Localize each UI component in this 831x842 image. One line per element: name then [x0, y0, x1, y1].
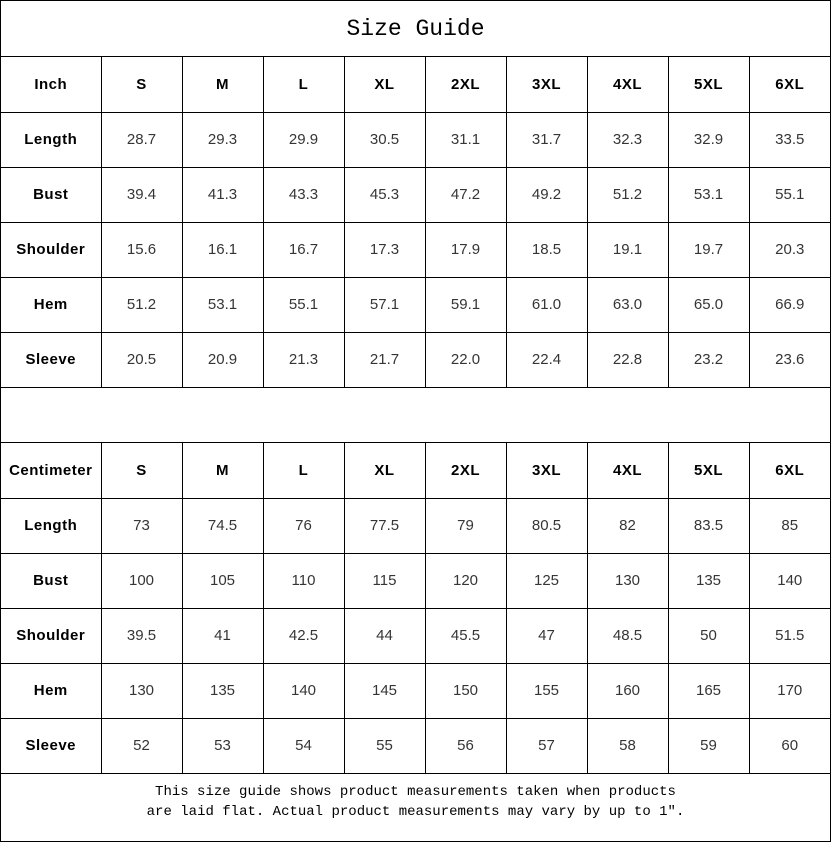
inch-table	[1, 57, 830, 387]
table-spacer	[1, 387, 830, 443]
size-value-cell: 47	[506, 608, 587, 663]
size-value-cell: 42.5	[263, 608, 344, 663]
size-value-cell: 20.3	[749, 222, 830, 277]
size-value-cell: 32.3	[587, 112, 668, 167]
table-row	[1, 608, 830, 663]
table-row	[1, 332, 830, 387]
size-value-cell: 16.1	[182, 222, 263, 277]
size-value-cell: 20.5	[101, 332, 182, 387]
size-value-cell: 160	[587, 663, 668, 718]
size-value-cell: 41	[182, 608, 263, 663]
size-column-header: M	[182, 443, 263, 498]
size-value-cell: 57.1	[344, 277, 425, 332]
size-column-header: 5XL	[668, 57, 749, 112]
table-row	[1, 718, 830, 773]
footer-note	[1, 773, 830, 830]
size-value-cell: 59	[668, 718, 749, 773]
size-value-cell: 77.5	[344, 498, 425, 553]
size-value-cell: 59.1	[425, 277, 506, 332]
footer-line-2: are laid flat. Actual product measurements may vary by up to 1″.	[146, 804, 685, 820]
size-column-header: 4XL	[587, 443, 668, 498]
size-value-cell: 85	[749, 498, 830, 553]
size-value-cell: 100	[101, 553, 182, 608]
size-value-cell: 125	[506, 553, 587, 608]
size-value-cell: 30.5	[344, 112, 425, 167]
row-label: Sleeve	[1, 332, 101, 387]
size-value-cell: 73	[101, 498, 182, 553]
size-column-header: M	[182, 57, 263, 112]
size-value-cell: 53.1	[182, 277, 263, 332]
size-value-cell: 76	[263, 498, 344, 553]
size-value-cell: 55.1	[263, 277, 344, 332]
header-row	[1, 443, 830, 498]
size-value-cell: 19.7	[668, 222, 749, 277]
size-value-cell: 80.5	[506, 498, 587, 553]
table-row	[1, 553, 830, 608]
size-column-header: 5XL	[668, 443, 749, 498]
size-value-cell: 140	[749, 553, 830, 608]
size-value-cell: 23.2	[668, 332, 749, 387]
row-label: Shoulder	[1, 608, 101, 663]
size-value-cell: 63.0	[587, 277, 668, 332]
size-column-header: 2XL	[425, 57, 506, 112]
size-value-cell: 45.3	[344, 167, 425, 222]
size-value-cell: 21.7	[344, 332, 425, 387]
size-value-cell: 145	[344, 663, 425, 718]
size-value-cell: 22.0	[425, 332, 506, 387]
unit-label: Inch	[1, 57, 101, 112]
row-label: Bust	[1, 167, 101, 222]
table-row	[1, 277, 830, 332]
size-value-cell: 23.6	[749, 332, 830, 387]
size-value-cell: 52	[101, 718, 182, 773]
footer-line-1: This size guide shows product measurements taken when products	[155, 784, 676, 800]
size-value-cell: 53	[182, 718, 263, 773]
size-column-header: 2XL	[425, 443, 506, 498]
size-value-cell: 55	[344, 718, 425, 773]
size-column-header: L	[263, 443, 344, 498]
table-row	[1, 167, 830, 222]
size-value-cell: 105	[182, 553, 263, 608]
size-value-cell: 155	[506, 663, 587, 718]
size-value-cell: 39.4	[101, 167, 182, 222]
size-value-cell: 66.9	[749, 277, 830, 332]
row-label: Sleeve	[1, 718, 101, 773]
size-value-cell: 57	[506, 718, 587, 773]
size-value-cell: 45.5	[425, 608, 506, 663]
row-label: Length	[1, 498, 101, 553]
size-value-cell: 130	[101, 663, 182, 718]
size-value-cell: 50	[668, 608, 749, 663]
size-value-cell: 51.5	[749, 608, 830, 663]
size-column-header: XL	[344, 57, 425, 112]
header-row	[1, 57, 830, 112]
size-value-cell: 39.5	[101, 608, 182, 663]
size-value-cell: 29.9	[263, 112, 344, 167]
size-value-cell: 47.2	[425, 167, 506, 222]
centimeter-table	[1, 443, 830, 773]
size-value-cell: 22.4	[506, 332, 587, 387]
row-label: Bust	[1, 553, 101, 608]
size-column-header: XL	[344, 443, 425, 498]
size-value-cell: 17.3	[344, 222, 425, 277]
size-value-cell: 135	[182, 663, 263, 718]
size-value-cell: 140	[263, 663, 344, 718]
size-value-cell: 79	[425, 498, 506, 553]
size-value-cell: 31.7	[506, 112, 587, 167]
row-label: Length	[1, 112, 101, 167]
table-row	[1, 222, 830, 277]
size-column-header: 6XL	[749, 443, 830, 498]
size-value-cell: 170	[749, 663, 830, 718]
size-value-cell: 49.2	[506, 167, 587, 222]
size-value-cell: 130	[587, 553, 668, 608]
size-value-cell: 61.0	[506, 277, 587, 332]
size-value-cell: 21.3	[263, 332, 344, 387]
size-value-cell: 150	[425, 663, 506, 718]
size-column-header: S	[101, 443, 182, 498]
size-column-header: S	[101, 57, 182, 112]
size-value-cell: 33.5	[749, 112, 830, 167]
size-value-cell: 74.5	[182, 498, 263, 553]
size-value-cell: 115	[344, 553, 425, 608]
size-value-cell: 29.3	[182, 112, 263, 167]
size-value-cell: 60	[749, 718, 830, 773]
size-value-cell: 51.2	[587, 167, 668, 222]
row-label: Hem	[1, 663, 101, 718]
size-value-cell: 17.9	[425, 222, 506, 277]
size-value-cell: 41.3	[182, 167, 263, 222]
size-value-cell: 43.3	[263, 167, 344, 222]
size-value-cell: 18.5	[506, 222, 587, 277]
row-label: Shoulder	[1, 222, 101, 277]
unit-label: Centimeter	[1, 443, 101, 498]
size-value-cell: 56	[425, 718, 506, 773]
size-value-cell: 48.5	[587, 608, 668, 663]
row-label: Hem	[1, 277, 101, 332]
size-column-header: L	[263, 57, 344, 112]
page-title: Size Guide	[1, 1, 830, 57]
size-column-header: 3XL	[506, 443, 587, 498]
size-value-cell: 32.9	[668, 112, 749, 167]
size-value-cell: 19.1	[587, 222, 668, 277]
size-value-cell: 28.7	[101, 112, 182, 167]
size-column-header: 4XL	[587, 57, 668, 112]
size-value-cell: 65.0	[668, 277, 749, 332]
size-value-cell: 82	[587, 498, 668, 553]
size-value-cell: 135	[668, 553, 749, 608]
size-value-cell: 120	[425, 553, 506, 608]
size-column-header: 6XL	[749, 57, 830, 112]
size-value-cell: 44	[344, 608, 425, 663]
size-column-header: 3XL	[506, 57, 587, 112]
size-value-cell: 58	[587, 718, 668, 773]
size-value-cell: 31.1	[425, 112, 506, 167]
size-value-cell: 16.7	[263, 222, 344, 277]
size-value-cell: 110	[263, 553, 344, 608]
table-row	[1, 498, 830, 553]
size-value-cell: 15.6	[101, 222, 182, 277]
size-value-cell: 51.2	[101, 277, 182, 332]
size-value-cell: 165	[668, 663, 749, 718]
size-value-cell: 22.8	[587, 332, 668, 387]
size-value-cell: 20.9	[182, 332, 263, 387]
size-value-cell: 53.1	[668, 167, 749, 222]
table-row	[1, 663, 830, 718]
table-row	[1, 112, 830, 167]
size-value-cell: 54	[263, 718, 344, 773]
size-value-cell: 83.5	[668, 498, 749, 553]
size-value-cell: 55.1	[749, 167, 830, 222]
